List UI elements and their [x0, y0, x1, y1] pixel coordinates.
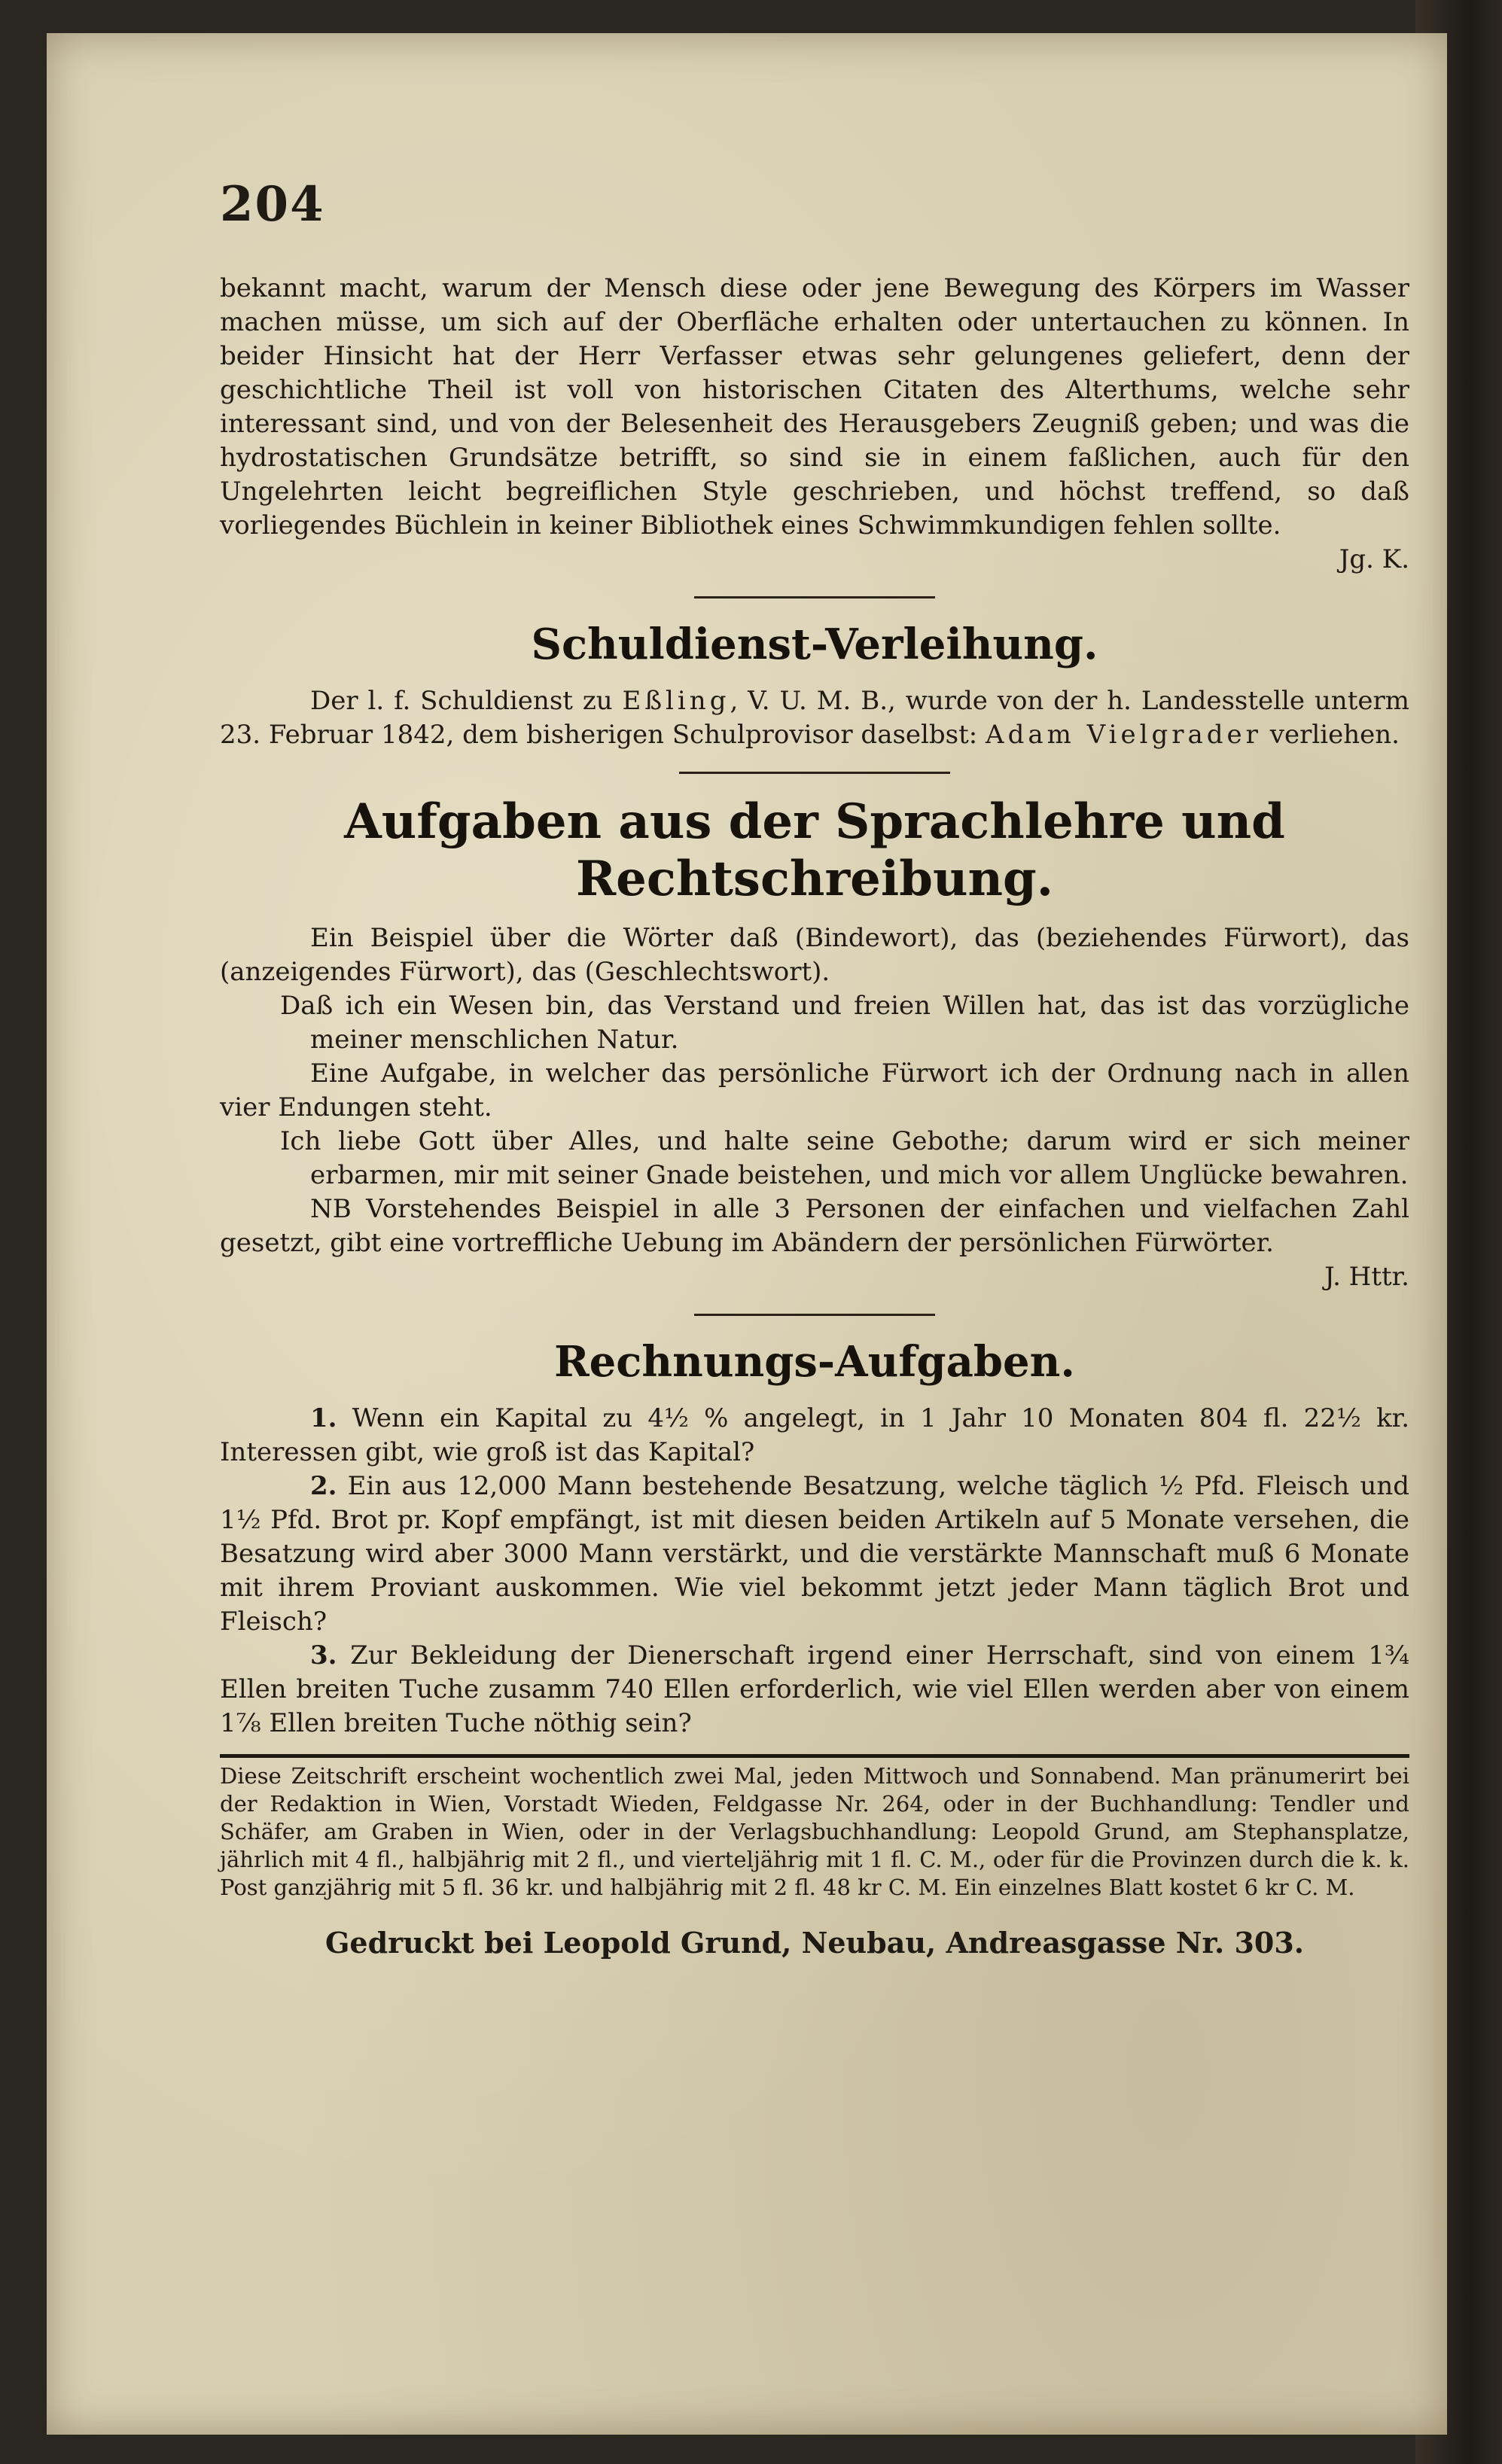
section-divider	[694, 596, 935, 598]
sprachlehre-paragraph-2: Daß ich ein Wesen bin, das Verstand und freien Willen hat, das ist das vorzügliche meiner menschlichen Natur.	[280, 991, 1409, 1055]
printer-imprint: Gedruckt bei Leopold Grund, Neubau, Andreasgasse Nr. 303.	[324, 1926, 1305, 1960]
section-title-rechnungen: Rechnungs-Aufgaben.	[554, 1337, 1075, 1387]
section-divider	[694, 1314, 935, 1316]
section-title-sprachlehre: Aufgaben aus der Sprachlehre und Rechtschreibung.	[344, 793, 1285, 907]
rechnung-item-text: Zur Bekleidung der Dienerschaft irgend einer Herrschaft, sind von einem 1¾ Ellen breiten Tuche zusamm 740 Ellen erforderlich, wie viel Ellen werden aber von einem 1⅞ Ellen breiten Tuche nöthig sein?	[220, 1640, 1410, 1738]
rechnung-item	[220, 1470, 1409, 1639]
intro-paragraph: bekannt macht, warum der Mensch diese oder jene Bewegung des Körpers im Wasser machen müsse, um sich auf der Oberfläche erhalten oder untertauchen zu können. In beider Hinsicht hat der Herr Verfasser etwas sehr gelungenes geliefert, denn der geschichtliche Theil ist voll von historischen Citaten des Alterthums, welche sehr interessant sind, und von der Belesenheit des Herausgebers Zeugniß geben; und was die hydrostatischen Grundsätze betrifft, so sind sie in einem faßlichen, auch für den Ungelehrten leicht begreiflichen Style geschrieben, und höchst treffend, so daß vorliegendes Büchlein in keiner Bibliothek eines Schwimmkundigen fehlen sollte.	[220, 273, 1409, 541]
schuldienst-person: Adam Vielgrader	[986, 720, 1262, 750]
subscription-notice	[220, 1754, 1409, 1902]
section-divider	[679, 772, 950, 774]
rechnung-item-text: Wenn ein Kapital zu 4½ % angelegt, in 1 Jahr 10 Monaten 804 fl. 22½ kr. Interessen gibt, wie groß ist das Kapital?	[220, 1403, 1410, 1467]
sprachlehre-paragraph-1: Ein Beispiel über die Wörter daß (Bindewort), das (beziehendes Fürwort), das (anzeigendes Fürwort), das (Geschlechtswort).	[220, 923, 1409, 987]
intro-signature: Jg. K.	[1339, 544, 1409, 574]
rechnung-item-number: 1.	[310, 1403, 337, 1433]
book-page	[47, 33, 1447, 2435]
schuldienst-text-b: , V. U. M. B., wurde von der h. Landesstelle unterm 23. Februar 1842, dem bisherigen Schulprovisor daselbst:	[220, 686, 1409, 750]
sprachlehre-paragraph-4: Ich liebe Gott über Alles, und halte seine Gebothe; darum wird er sich meiner erbarmen, mir mit seiner Gnade beistehen, und mich vor allem Unglücke bewahren.	[280, 1126, 1409, 1190]
rechnung-item-text: Ein aus 12,000 Mann bestehende Besatzung, welche täglich ½ Pfd. Fleisch und 1½ Pfd. Brot pr. Kopf empfängt, ist mit diesen beiden Artikeln auf 5 Monate versehen, die Besatzung wird aber 3000 Mann verstärkt, und die verstärkte Mannschaft muß 6 Monate mit ihrem Proviant auskommen. Wie viel bekommt jetzt jeder Mann täglich Brot und Fleisch?	[220, 1471, 1409, 1637]
sprachlehre-paragraph-5: NB Vorstehendes Beispiel in alle 3 Personen der einfachen und vielfachen Zahl gesetzt, gibt eine vortreffliche Uebung im Abändern der persönlichen Fürwörter.	[220, 1194, 1409, 1258]
schuldienst-text-c: verliehen.	[1261, 720, 1400, 750]
rechnung-item-number: 3.	[310, 1640, 337, 1671]
page-content	[220, 176, 1409, 1960]
schuldienst-paragraph	[220, 684, 1409, 752]
schuldienst-text-a: Der l. f. Schuldienst zu	[310, 686, 623, 716]
rechnung-item-number: 2.	[310, 1471, 337, 1501]
section-title-schuldienst: Schuldienst-Verleihung.	[531, 620, 1098, 669]
page-number: 204	[220, 176, 325, 233]
sprachlehre-signature: J. Httr.	[1324, 1262, 1409, 1292]
sprachlehre-paragraph-3: Eine Aufgabe, in welcher das persönliche Fürwort ich der Ordnung nach in allen vier Endungen steht.	[220, 1058, 1409, 1122]
subscription-text: Diese Zeitschrift erscheint wochentlich zwei Mal, jeden Mittwoch und Sonnabend. Man pränumerirt bei der Redaktion in Wien, Vorstadt Wieden, Feldgasse Nr. 264, oder in der Buchhandlung: Tendler und Schäfer, am Graben in Wien, oder in der Verlagsbuchhandlung: Leopold Grund, am Stephansplatze, jährlich mit 4 fl., halbjährig mit 2 fl., und vierteljährig mit 1 fl. C. M., oder für die Provinzen durch die k. k. Post ganzjährig mit 5 fl. 36 kr. und halbjährig mit 2 fl. 48 kr C. M. Ein einzelnes Blatt kostet 6 kr C. M.	[220, 1763, 1409, 1900]
schuldienst-place: Eßling	[622, 686, 730, 716]
rechnung-item	[220, 1402, 1409, 1470]
rechnung-item	[220, 1639, 1409, 1741]
